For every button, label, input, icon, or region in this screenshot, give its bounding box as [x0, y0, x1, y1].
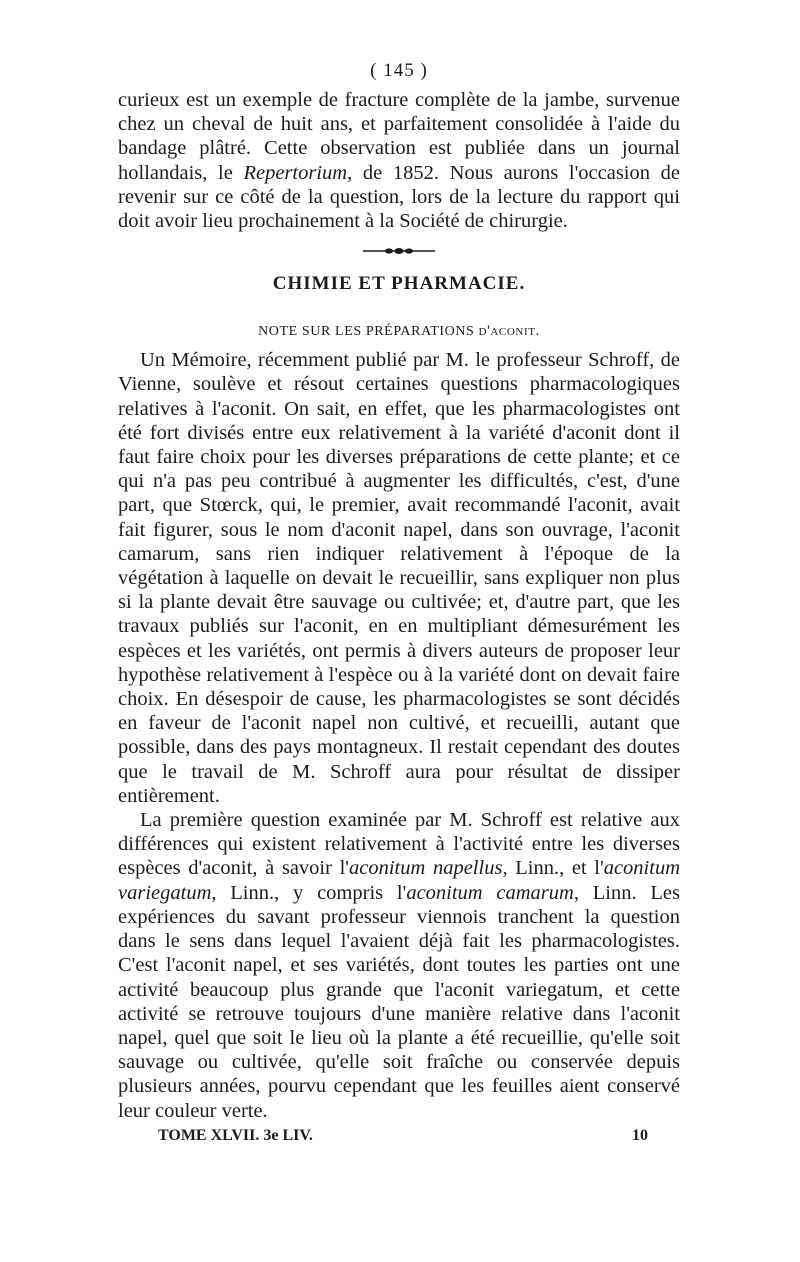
footer-signature: 10 [632, 1126, 648, 1144]
intro-paragraph [118, 88, 680, 233]
page-footer [118, 1127, 680, 1145]
paragraph-2 [118, 808, 680, 1123]
paragraph-1: Un Mémoire, récemment publié par M. le professeur Schroff, de Vienne, soulève et résout certaines questions pharmacologiques relatives à l'aconit. On sait, en effet, que les pharmacologistes ont été fort divisés entre eux relativement à la variété d'aconit dont il faut faire choix pour les diverses préparations de cette plante; et ce qui n'a pas peu contribué à augmenter les difficultés, c'est, d'une part, que Stœrck, qui, le premier, avait recommandé l'aconit, avait fait figurer, sous le nom d'aconit napel, dans son ouvrage, l'aconit camarum, sans rien indiquer relativement à l'époque de la végétation à laquelle on devait le recueillir, sans expliquer non plus si la plante devait être sauvage ou cultivée; et, d'autre part, que les travaux publiés sur l'aconit, en en multipliant démesurément les espèces et les variétés, ont permis à divers auteurs de proposer leur hypothèse relativement à l'espèce ou à la variété dont on devait faire choix. En désespoir de cause, les pharmacologistes se sont décidés en faveur de l'aconit napel non cultivé, et recueilli, autant que possible, dans des pays montagneux. Il restait cependant des doutes que le travail de M. Schroff aura pour résultat de dissiper entièrement. [118, 349, 680, 807]
paragraph-2-italic-3: aconitum camarum [406, 881, 574, 904]
paragraph-2-part-4: , Linn. Les expériences du savant professeur viennois tranchent la question dans le sens dans lequel l'avaient déjà fait les pharmacologistes. C'est l'aconit napel, et ses variétés, dont toutes les parties ont une activité beaucoup plus grande que l'aconit variegatum, et cette activité se retrouve toujours d'une manière relative dans l'aconit napel, quel que soit le lieu où la plante a été recueillie, qu'elle soit sauvage ou cultivée, qu'elle soit fraîche ou conservée depuis plusieurs années, pourvu cependant que les feuilles aient conservé leur couleur verte. [118, 881, 680, 1122]
paragraph-2-italic-2: aconitum variegatum [118, 857, 680, 904]
page-number: ( 145 ) [370, 60, 428, 81]
section-divider [118, 247, 680, 255]
document-page [118, 60, 680, 1145]
paragraph-2-part-3: , Linn., y compris l' [211, 881, 407, 904]
note-title [118, 323, 680, 340]
footer-volume: TOME XLVII. 3e LIV. [158, 1126, 313, 1144]
intro-text-part-2: , de 1852. Nous aurons l'occasion de revenir sur ce côté de la question, lors de la lecture du rapport qui doit avoir lieu prochainement à la Société de chirurgie. [118, 161, 680, 233]
intro-text-part-1: curieux est un exemple de fracture complète de la jambe, survenue chez un cheval de huit ans, et parfaitement consolidée à l'aide du bandage plâtré. Cette observation est publiée dans un journal hollandais, le [118, 89, 680, 184]
note-title-prefix: NOTE SUR LES PRÉPARATIONS [258, 324, 479, 340]
paragraph-2-part-1: La première question examinée par M. Schroff est relative aux différences qui existent relativement à l'activité entre les diverses espèces d'aconit, à savoir l' [118, 809, 680, 880]
paragraph-2-italic-1: aconitum napellus [349, 857, 503, 880]
note-title-suffix: d'aconit. [478, 323, 540, 340]
ornament-rule-icon [363, 247, 435, 255]
intro-italic-repertorium: Repertorium [243, 161, 348, 184]
section-title: CHIMIE ET PHARMACIE. [272, 273, 526, 295]
paragraph-2-part-2: , Linn., et l' [502, 857, 604, 880]
